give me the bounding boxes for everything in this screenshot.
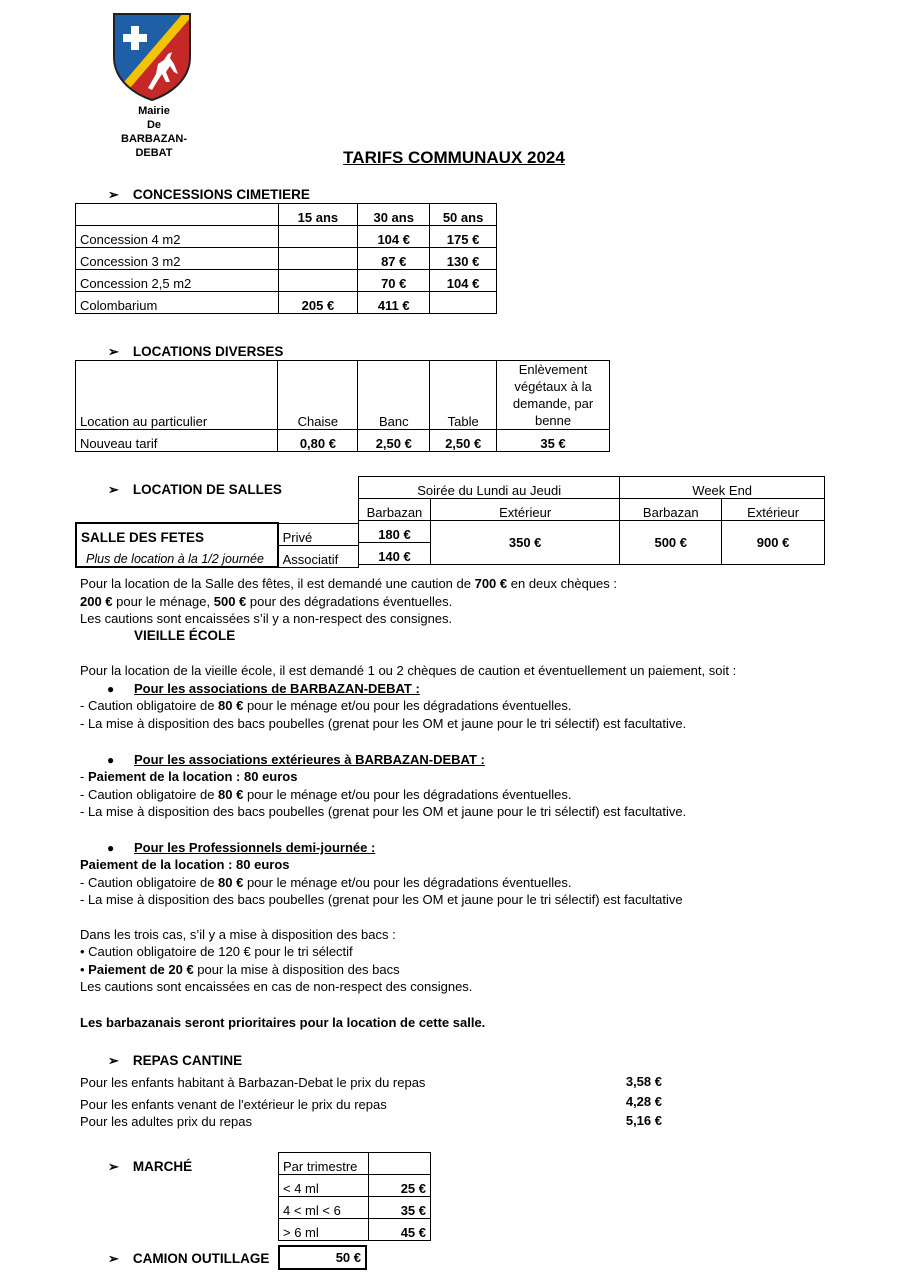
table-header-cell: Barbazan [620, 499, 722, 521]
table-header-row [76, 361, 610, 430]
table-cell: 70 € [358, 270, 430, 292]
marche-heading: ➢ MARCHÉ [108, 1159, 193, 1174]
table-cell: 2,50 € [358, 430, 430, 452]
marche-table [278, 1152, 431, 1241]
prioritaires-line: Les barbazanais seront prioritaires pour la location de cette salle. [80, 1015, 486, 1030]
tri-caution-line: • Caution obligatoire de 120 € pour le tri sélectif [80, 944, 353, 959]
table-cell: 104 € [358, 226, 430, 248]
assoc-barbazan-bacs: - La mise à disposition des bacs poubelles (grenat pour les OM et jaune pour le tri sélectif) est facultative. [80, 716, 687, 731]
table-header-cell: Extérieur [430, 499, 619, 521]
arrow-bullet-icon: ➢ [108, 344, 119, 359]
arrow-bullet-icon: ➢ [108, 482, 119, 497]
locations-table [75, 360, 610, 452]
trois-cas-line: Dans les trois cas, s’il y a mise à disposition des bacs : [80, 927, 396, 942]
assoc-barbazan-caution: - Caution obligatoire de 80 € pour le ménage et/ou pour les dégradations éventuelles. [80, 698, 572, 713]
table-row [76, 248, 497, 270]
table-header-cell: Enlèvement végétaux à la demande, par benne [497, 361, 610, 430]
table-cell: > 6 ml [279, 1219, 369, 1241]
price-associatif: 140 € [359, 543, 431, 565]
pro-bacs: - La mise à disposition des bacs poubelles (grenat pour les OM et jaune pour le tri sélectif) est facultative [80, 892, 683, 907]
table-cell [368, 1153, 430, 1175]
salles-price-table [358, 476, 825, 565]
ecole-intro: Pour la location de la vieille école, il est demandé 1 ou 2 chèques de caution et éventuellement un paiement, soit : [80, 663, 737, 678]
table-header-cell: Extérieur [722, 499, 825, 521]
cantine-row-label: Pour les adultes prix du repas [80, 1114, 252, 1129]
page-title: TARIFS COMMUNAUX 2024 [343, 148, 565, 167]
table-header-cell: 15 ans [278, 204, 358, 226]
arrow-bullet-icon: ➢ [108, 1053, 119, 1068]
ecole-heading: VIEILLE ÉCOLE [134, 628, 236, 643]
table-row [76, 292, 497, 314]
bullet-dot-icon: ● [107, 682, 115, 696]
pro-payment: Paiement de la location : 80 euros [80, 857, 290, 872]
table-cell: 104 € [430, 270, 497, 292]
table-cell [278, 226, 358, 248]
price-weekend-barbazan: 500 € [620, 521, 722, 565]
price-prive: 180 € [359, 521, 431, 543]
table-cell: Nouveau tarif [76, 430, 278, 452]
camion-heading: ➢ CAMION OUTILLAGE [108, 1251, 270, 1266]
table-row [279, 1175, 431, 1197]
mairie-line1: Mairie [138, 105, 170, 117]
locations-heading: ➢ LOCATIONS DIVERSES [108, 344, 284, 359]
table-header-row [359, 477, 825, 499]
table-row [76, 270, 497, 292]
group-header-weekend: Week End [620, 477, 825, 499]
table-cell: 35 € [497, 430, 610, 452]
table-cell: 4 < ml < 6 [279, 1197, 369, 1219]
usage-prive-label: Privé [278, 523, 359, 545]
table-row [76, 430, 610, 452]
table-row [279, 1219, 431, 1241]
salles-label-table [75, 522, 359, 568]
table-cell: 25 € [368, 1175, 430, 1197]
pro-title: Pour les Professionnels demi-journée : [134, 840, 376, 855]
table-cell: Concession 3 m2 [76, 248, 279, 270]
table-header-cell: 50 ans [430, 204, 497, 226]
table-cell: < 4 ml [279, 1175, 369, 1197]
table-cell: 205 € [278, 292, 358, 314]
table-cell [430, 292, 497, 314]
cantine-row-price: 4,28 € [625, 1094, 662, 1109]
encaisse-line: Les cautions sont encaissées en cas de non-respect des consignes. [80, 979, 473, 994]
arrow-bullet-icon: ➢ [108, 1251, 119, 1266]
table-row [76, 226, 497, 248]
table-header-cell: Barbazan [359, 499, 431, 521]
price-weekend-exterieur: 900 € [722, 521, 825, 565]
salle-name: SALLE DES FETES [76, 523, 278, 545]
caution-line-3: Les cautions sont encaissées s’il y a non-respect des consignes. [80, 611, 453, 626]
caution-line-1: Pour la location de la Salle des fêtes, il est demandé une caution de 700 € en deux chèques : [80, 576, 617, 591]
table-cell: 175 € [430, 226, 497, 248]
table-cell [278, 270, 358, 292]
bullet-dot-icon: ● [107, 841, 115, 855]
mairie-line2: De [146, 119, 162, 131]
assoc-ext-payment: - Paiement de la location : 80 euros [80, 769, 298, 784]
table-row [279, 1197, 431, 1219]
table-cell: Location au particulier [76, 361, 278, 430]
group-header-soiree: Soirée du Lundi au Jeudi [359, 477, 620, 499]
table-cell [76, 204, 279, 226]
cantine-row-label: Pour les enfants venant de l'extérieur le prix du repas [80, 1097, 387, 1112]
table-cell: 0,80 € [278, 430, 358, 452]
table-cell: 87 € [358, 248, 430, 270]
table-cell: 130 € [430, 248, 497, 270]
table-header-row [359, 499, 825, 521]
table-cell [278, 248, 358, 270]
table-cell: Concession 2,5 m2 [76, 270, 279, 292]
mairie-line3: BARBAZAN-DEBAT [121, 133, 187, 159]
paiement-20-line: • Paiement de 20 € pour la mise à disposition des bacs [80, 962, 400, 977]
table-header-row [279, 1153, 431, 1175]
arrow-bullet-icon: ➢ [108, 187, 119, 202]
assoc-ext-bacs: - La mise à disposition des bacs poubelles (grenat pour les OM et jaune pour le tri sélectif) est facultative. [80, 804, 687, 819]
table-cell: 45 € [368, 1219, 430, 1241]
table-header-row [76, 204, 497, 226]
price-soiree-exterieur: 350 € [430, 521, 619, 565]
table-cell: 2,50 € [430, 430, 497, 452]
bullet-dot-icon: ● [107, 753, 115, 767]
cantine-heading: ➢ REPAS CANTINE [108, 1053, 243, 1068]
table-row [359, 521, 825, 543]
concessions-table [75, 203, 497, 314]
cantine-row-price: 3,58 € [625, 1074, 662, 1089]
coat-of-arms-logo [112, 12, 192, 102]
cantine-row-price: 5,16 € [625, 1113, 662, 1128]
table-row [76, 523, 359, 545]
usage-associatif-label: Associatif [278, 545, 359, 567]
table-header-cell: 30 ans [358, 204, 430, 226]
assoc-ext-caution: - Caution obligatoire de 80 € pour le ménage et/ou pour les dégradations éventuelles. [80, 787, 572, 802]
table-cell: 35 € [368, 1197, 430, 1219]
table-header-cell: Table [430, 361, 497, 430]
camion-price-box: 50 € [278, 1245, 367, 1270]
table-header-cell: Banc [358, 361, 430, 430]
table-cell: Concession 4 m2 [76, 226, 279, 248]
assoc-ext-title: Pour les associations extérieures à BARBAZAN-DEBAT : [134, 752, 485, 767]
table-cell: Colombarium [76, 292, 279, 314]
arrow-bullet-icon: ➢ [108, 1159, 119, 1174]
table-cell: 411 € [358, 292, 430, 314]
caution-line-2: 200 € pour le ménage, 500 € pour des dégradations éventuelles. [80, 594, 453, 609]
concessions-heading: ➢ CONCESSIONS CIMETIERE [108, 187, 310, 202]
table-header-cell: Chaise [278, 361, 358, 430]
cantine-row-label: Pour les enfants habitant à Barbazan-Debat le prix du repas [80, 1075, 426, 1090]
table-header-cell: Par trimestre [279, 1153, 369, 1175]
salle-note: Plus de location à la 1/2 journée [76, 545, 278, 567]
table-row [76, 545, 359, 567]
salles-heading: ➢ LOCATION DE SALLES [108, 482, 282, 497]
pro-caution: - Caution obligatoire de 80 € pour le ménage et/ou pour les dégradations éventuelles. [80, 875, 572, 890]
assoc-barbazan-title: Pour les associations de BARBAZAN-DEBAT : [134, 681, 420, 696]
